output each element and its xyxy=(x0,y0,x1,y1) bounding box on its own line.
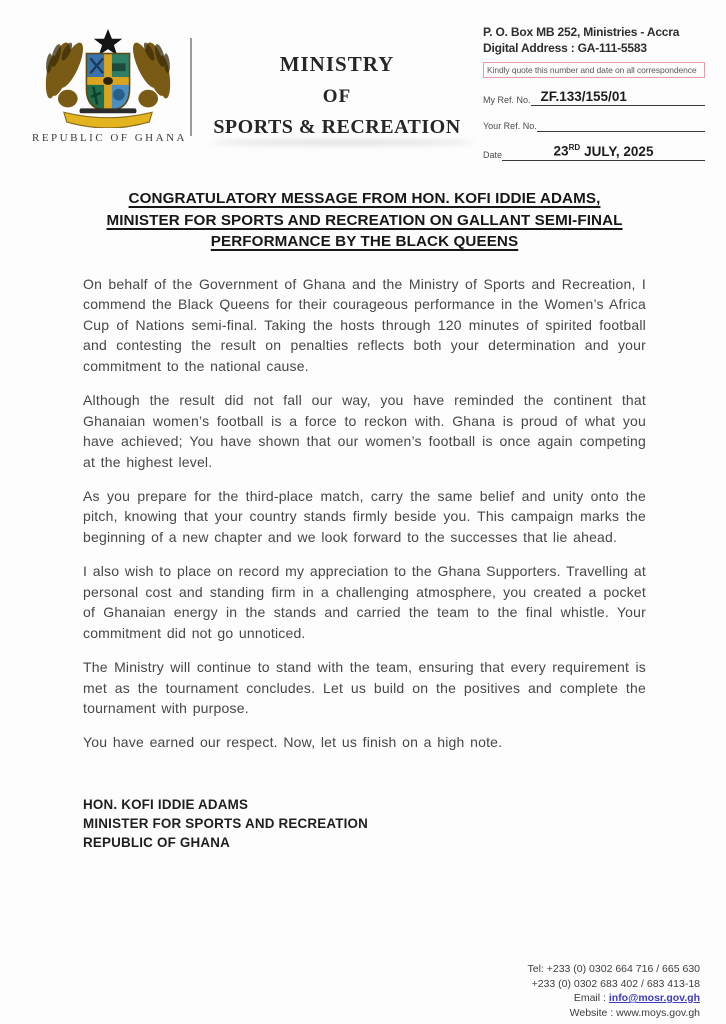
date-row xyxy=(483,143,705,161)
letter-title-line xyxy=(83,231,646,253)
letter-title-text-2: MINISTER FOR SPORTS AND RECREATION ON GALLANT SEMI-FINAL xyxy=(106,211,623,229)
letter-paragraph-6: You have earned our respect. Now, let us finish on a high note. xyxy=(83,734,503,751)
letter-body xyxy=(83,188,646,852)
digital-address: Digital Address : GA-111-5583 xyxy=(483,41,647,55)
letter-paragraph-2: Although the result did not fall our way, you have reminded the continent that Ghanaian women’s football is a force to reckon with. Ghana is proud of what you have achieved; You have shown that our women’s football is once again competing at the highest level. xyxy=(83,391,646,470)
date-rest: JULY, 2025 xyxy=(584,143,654,159)
footer-email-line xyxy=(527,991,700,1006)
po-box-address: P. O. Box MB 252, Ministries - Accra xyxy=(483,25,680,39)
coat-of-arms-icon xyxy=(34,28,182,128)
footer-contact xyxy=(527,962,700,1020)
letter-paragraph-5: The Ministry will continue to stand with the team, ensuring that every requirement is met as the tournament concludes. Let us build on the positives and complete the tournament with purpose. xyxy=(83,659,646,717)
ministry-title-line1: MINISTRY xyxy=(279,52,395,76)
crest-caption: REPUBLIC OF GHANA xyxy=(32,132,187,144)
my-ref-row xyxy=(483,89,705,106)
date-label: Date xyxy=(483,149,503,160)
ministry-title-line3: SPORTS & RECREATION xyxy=(213,116,461,138)
contact-block xyxy=(483,24,705,161)
letter-paragraph-1: On behalf of the Government of Ghana and the Ministry of Sports and Recreation, I commend the Black Queens for their courageous performance in the Women’s Africa Cup of Nations semi-final. Taking the hosts through 120 minutes of spirited football and contesting the result on penalties reflects both your determination and your commitment to the national cause. xyxy=(83,275,646,374)
footer-website-label: Website : xyxy=(569,1006,617,1019)
my-ref-value: ZF.133/155/01 xyxy=(531,89,705,106)
your-ref-row xyxy=(483,117,705,132)
footer-tel-line1: Tel: +233 (0) 0302 664 716 / 665 630 xyxy=(527,963,700,975)
letter-title-text-1: CONGRATULATORY MESSAGE FROM HON. KOFI IDDIE ADAMS, xyxy=(128,190,601,207)
footer-email-label: Email : xyxy=(573,992,609,1004)
letter-title-text-3: PERFORMANCE BY THE BLACK QUEENS xyxy=(210,233,519,250)
signatory-name: HON. KOFI IDDIE ADAMS xyxy=(83,796,249,812)
signature-block xyxy=(83,795,646,852)
letter-title-line xyxy=(83,188,646,210)
my-ref-label: My Ref. No. xyxy=(483,95,531,105)
footer-tel-line2: +233 (0) 0302 683 402 / 683 413-18 xyxy=(531,977,700,990)
ministry-title xyxy=(198,52,476,139)
date-day: 23 xyxy=(553,143,569,159)
scan-smudge xyxy=(212,140,474,145)
letter-paragraph-4: I also wish to place on record my appreciation to the Ghana Supporters. Travelling at personal cost and standing firm in a challenging atmosphere, you created a pocket of Ghanaian energy in the stands and carried the team to the final whistle. Your commitment did not go unnoticed. xyxy=(83,563,646,641)
ministry-title-line2: OF xyxy=(322,86,352,107)
ghana-coat-of-arms xyxy=(32,28,187,144)
letter-title xyxy=(83,188,646,253)
footer-email-link[interactable]: info@mosr.gov.gh xyxy=(608,992,700,1004)
your-ref-value xyxy=(537,117,705,132)
header-divider xyxy=(190,38,192,136)
quote-note: Kindly quote this number and date on all correspondence xyxy=(483,62,705,78)
letter-paragraph-3: As you prepare for the third-place match, carry the same belief and unity onto the pitch, knowing that your country stands firmly beside you. This campaign marks the beginning of a new chapter and we look forward to the successes that lie ahead. xyxy=(83,487,646,546)
letter-title-line xyxy=(83,210,646,232)
signatory-org: REPUBLIC OF GHANA xyxy=(83,834,230,850)
your-ref-label: Your Ref. No. xyxy=(483,121,537,131)
date-ordinal: RD xyxy=(568,143,581,152)
signatory-title: MINISTER FOR SPORTS AND RECREATION xyxy=(83,815,369,831)
footer-website-value: www.moys.gov.gh xyxy=(616,1006,700,1019)
date-value xyxy=(502,143,705,161)
footer-website-line xyxy=(527,1006,700,1021)
